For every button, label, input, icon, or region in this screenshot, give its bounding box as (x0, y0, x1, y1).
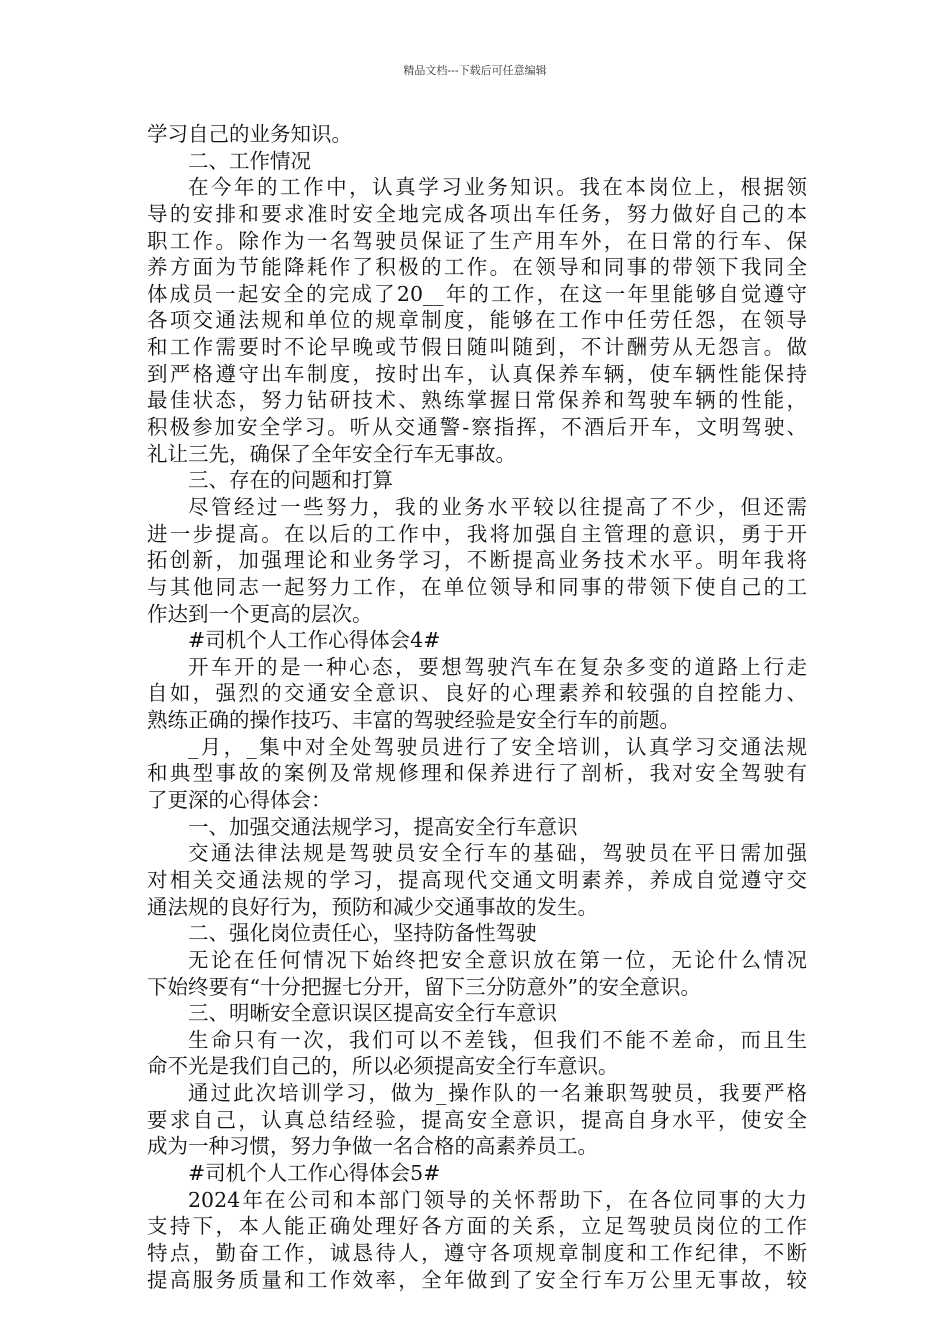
text-line: 二、工作情况 (188, 148, 311, 173)
text-line: 2024年在公司和本部门领导的关怀帮助下，在各位同事的大力 (188, 1187, 807, 1212)
text-line: 和工作需要时不论早晚或节假日随叫随到，不计酬劳从无怨言。做 (147, 335, 807, 360)
text-line: 交通法律法规是驾驶员安全行车的基础，驾驶员在平日需加强 (188, 841, 807, 866)
text-line: 通过此次培训学习，做为_操作队的一名兼职驾驶员，我要严格 (188, 1081, 807, 1106)
text-line: 要求自己，认真总结经验，提高安全意识，提高自身水平，使安全 (147, 1107, 807, 1132)
text-line: 学习自己的业务知识。 (147, 122, 352, 146)
text-line: 三、存在的问题和打算 (188, 468, 393, 493)
text-line: 拓创新，加强理论和业务学习，不断提高业务技术水平。明年我将 (147, 548, 807, 573)
text-line: 命不光是我们自己的，所以必须提高安全行车意识。 (147, 1054, 619, 1079)
text-line: 导的安排和要求准时安全地完成各项出车任务，努力做好自己的本 (147, 201, 807, 226)
text-line: 尽管经过一些努力，我的业务水平较以往提高了不少，但还需 (188, 494, 807, 519)
text-line: 体成员一起安全的完成了20__年的工作，在这一年里能够自觉遵守 (147, 281, 807, 306)
text-line: 提高服务质量和工作效率，全年做到了安全行车万公里无事故，较 (147, 1267, 807, 1292)
text-line: 三、明晰安全意识误区提高安全行车意识 (188, 1001, 557, 1026)
text-line: 积极参加安全学习。听从交通警-察指挥，不酒后开车，文明驾驶、 (147, 415, 807, 440)
text-line: 成为一种习惯，努力争做一名合格的高素养员工。 (147, 1134, 598, 1159)
page-header: 精品文档---下载后可任意编辑 (403, 64, 547, 77)
text-line: 礼让三先，确保了全年安全行车无事故。 (147, 441, 516, 466)
text-line: 作达到一个更高的层次。 (147, 601, 373, 626)
text-line: 和典型事故的案例及常规修理和保养进行了剖析，我对安全驾驶有 (147, 761, 807, 786)
text-line: #司机个人工作心得体会5# (188, 1160, 441, 1185)
text-line: 与其他同志一起努力工作，在单位领导和同事的带领下使自己的工 (147, 574, 807, 599)
text-line: 最佳状态，努力钻研技术、熟练掌握日常保养和驾驶车辆的性能， (147, 388, 807, 413)
text-line: 下始终要有“十分把握七分开，留下三分防意外”的安全意识。 (147, 974, 701, 999)
document-body (147, 121, 807, 1293)
text-line: 了更深的心得体会： (147, 788, 332, 813)
text-line: 进一步提高。在以后的工作中，我将加强自主管理的意识，勇于开 (147, 521, 807, 546)
text-line: 特点，勤奋工作，诚恳待人，遵守各项规章制度和工作纪律，不断 (147, 1240, 807, 1265)
text-line: 各项交通法规和单位的规章制度，能够在工作中任劳任怨，在领导 (147, 308, 807, 333)
text-line: 支持下，本人能正确处理好各方面的关系，立足驾驶员岗位的工作 (147, 1214, 807, 1239)
text-line: 自如，强烈的交通安全意识、良好的心理素养和较强的自控能力、 (147, 681, 807, 706)
text-line: 无论在任何情况下始终把安全意识放在第一位，无论什么情况 (188, 947, 807, 972)
text-line: 到严格遵守出车制度，按时出车，认真保养车辆，使车辆性能保持 (147, 361, 807, 386)
text-line: 对相关交通法规的学习，提高现代交通文明素养，养成自觉遵守交 (147, 867, 807, 892)
text-line: 一、加强交通法规学习，提高安全行车意识 (188, 814, 578, 839)
text-line: _月，_集中对全处驾驶员进行了安全培训，认真学习交通法规 (188, 734, 807, 759)
text-line: 通法规的良好行为，预防和减少交通事故的发生。 (147, 894, 598, 919)
text-line: 二、强化岗位责任心，坚持防备性驾驶 (188, 921, 537, 946)
text-line: 生命只有一次，我们可以不差钱，但我们不能不差命，而且生 (188, 1027, 807, 1052)
text-line: 熟练正确的操作技巧、丰富的驾驶经验是安全行车的前题。 (147, 708, 680, 733)
text-line: 职工作。除作为一名驾驶员保证了生产用车外，在日常的行车、保 (147, 228, 807, 253)
text-line: 开车开的是一种心态，要想驾驶汽车在复杂多变的道路上行走 (188, 654, 807, 679)
text-line: 在今年的工作中，认真学习业务知识。我在本岗位上，根据领 (188, 175, 807, 200)
text-line: #司机个人工作心得体会4# (188, 628, 441, 653)
text-line: 养方面为节能降耗作了积极的工作。在领导和同事的带领下我同全 (147, 255, 807, 280)
